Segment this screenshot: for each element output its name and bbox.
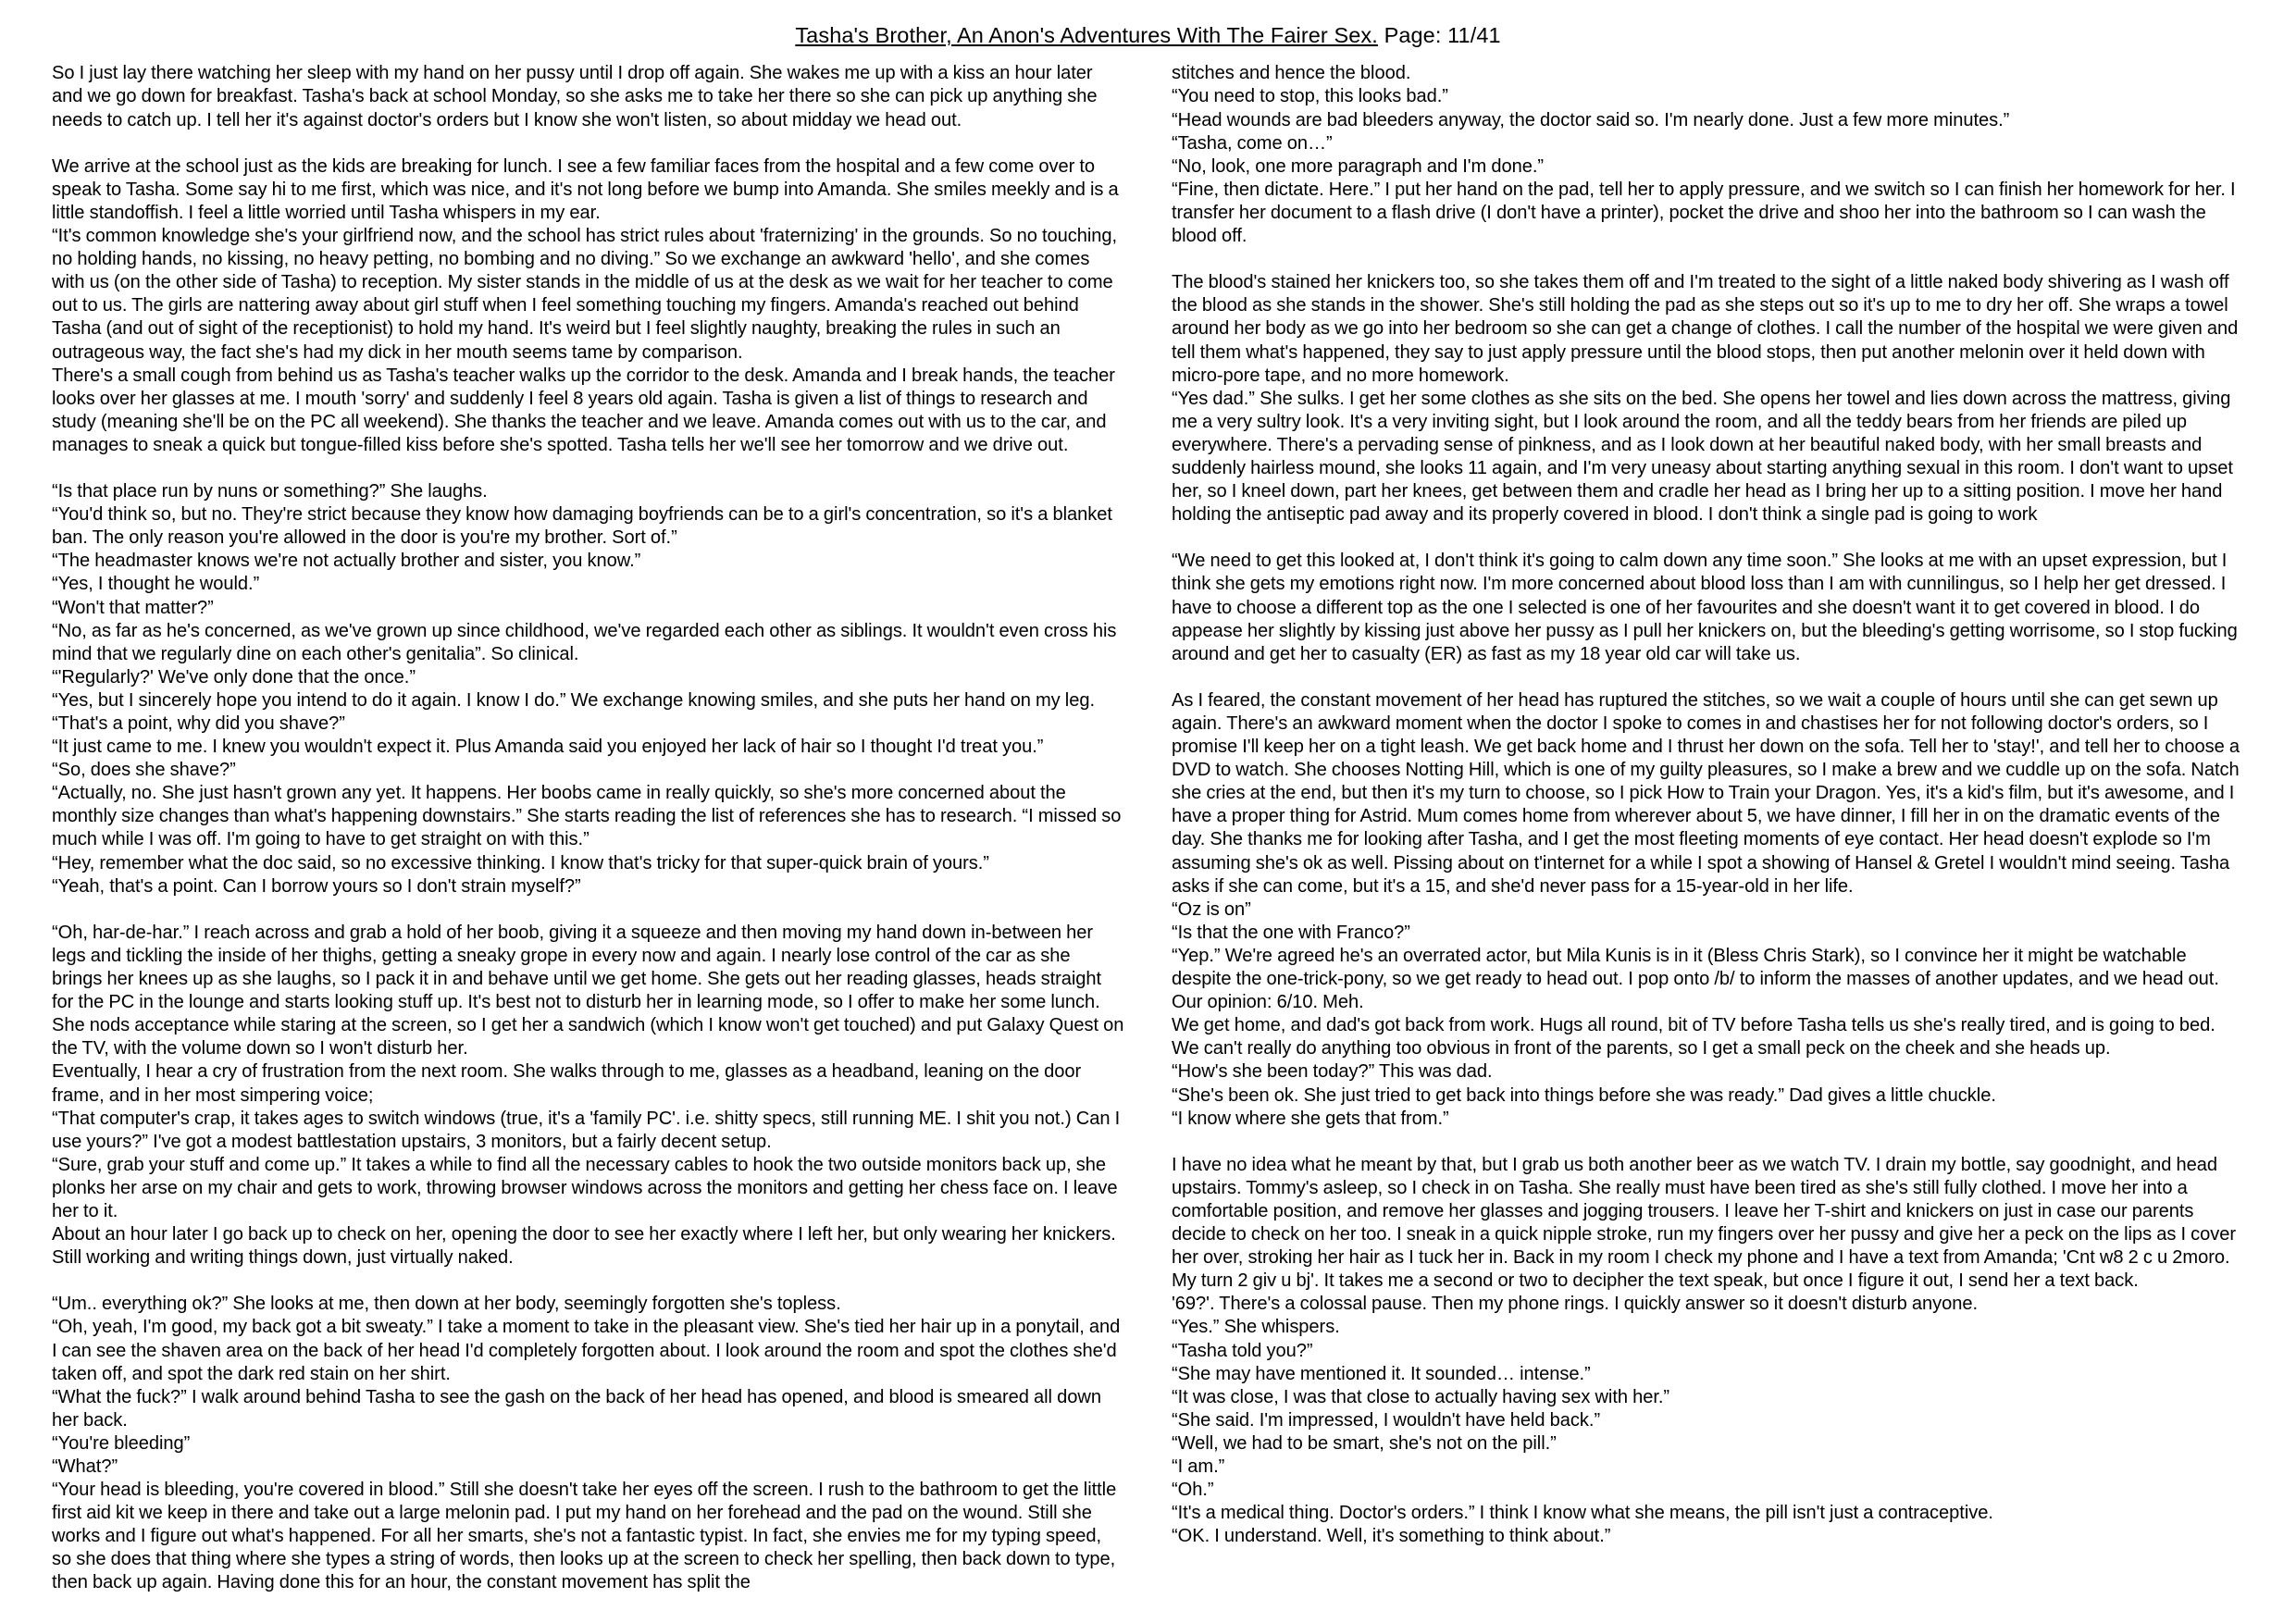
paragraph-spacer [1172, 527, 2245, 550]
body-paragraph: “Actually, no. She just hasn't grown any yet. It happens. Her boobs came in really quickly, so she's more concerned about the monthly size changes than what's happening downstairs.” She starts reading the list of references she has to research. “I missed so much while I was off. I'm going to have to get straight on with this.” [52, 783, 1122, 850]
body-paragraph: “That's a point, why did you shave?” [52, 713, 345, 734]
body-paragraph: “Yes, but I sincerely hope you intend to do it again. I know I do.” We exchange knowing smiles, and she puts her hand on my leg. [52, 689, 1095, 711]
body-paragraph: “No, look, one more paragraph and I'm done.” [1172, 155, 1545, 177]
page-header [52, 22, 2244, 49]
body-paragraph: “Oh, har-de-har.” I reach across and grab a hold of her boob, giving it a squeeze and then moving my hand down in-between her legs and tickling the inside of her thighs, getting a sneaky grope in every now and again. I nearly lose control of the car as she brings her knees up as she laughs, so I pack it in and behave until we get home. She gets out her reading glasses, heads straight for the PC in the lounge and starts looking stuff up. It's best not to disturb her in learning mode, so I offer to make her some lunch. She nods acceptance while staring at the screen, so I get her a sandwich (which I know won't get touched) and put Galaxy Quest on the TV, with the volume down so I won't disturb her. [52, 922, 1124, 1059]
text-columns [52, 62, 2244, 1594]
body-paragraph: There's a small cough from behind us as Tasha's teacher walks up the corridor to the desk. Amanda and I break hands, the teacher looks over her glasses at me. I mouth 'sorry' and suddenly I feel 8 years old again. Tasha is given a list of things to research and study (meaning she'll be on the PC all weekend). She thanks the teacher and we leave. Amanda comes out with us to the car, and manages to sneak a quick but tongue-filled kiss before she's spotted. Tasha tells her we'll see her tomorrow and we drive out. [52, 365, 1115, 455]
paragraph-spacer [52, 132, 1125, 155]
body-paragraph: “No, as far as he's concerned, as we've grown up since childhood, we've regarded each other as siblings. It wouldn't even cross his mind that we regularly dine on each other's genitalia”. So clinical. [52, 620, 1117, 664]
body-paragraph: “She may have mentioned it. It sounded… intense.” [1172, 1363, 1591, 1384]
body-paragraph: “The headmaster knows we're not actually brother and sister, you know.” [52, 551, 641, 572]
body-paragraph: “Is that the one with Franco?” [1172, 922, 1410, 943]
body-paragraph: “So, does she shave?” [52, 760, 236, 781]
right-column [1172, 62, 2245, 1548]
body-paragraph: “Fine, then dictate. Here.” I put her hand on the pad, tell her to apply pressure, and we switch so I can finish her homework for her. I transfer her document to a flash drive (I don't have a printer), pocket the drive and shoo her into the bathroom so I can wash the blood off. [1172, 179, 2236, 247]
body-paragraph: “'Regularly?' We've only done that the once.” [52, 666, 416, 688]
body-paragraph: “I know where she gets that from.” [1172, 1108, 1449, 1129]
body-paragraph: “Tasha, come on…” [1172, 132, 1333, 154]
body-paragraph: “Yes, I thought he would.” [52, 574, 260, 595]
body-paragraph: The blood's stained her knickers too, so she takes them off and I'm treated to the sight of a little naked body shivering as I wash off the blood as she stands in the shower. She's still holding the pad as she steps out so it's up to me to dry her off. She wraps a towel around her body as we go into her bedroom so she can get a change of clothes. I call the number of the hospital we were given and tell them what's happened, they say to just apply pressure until the blood stops, then put another melonin over it held down with micro-pore tape, and no more homework. [1172, 272, 2239, 386]
body-paragraph: “Um.. everything ok?” She looks at me, then down at her body, seemingly forgotten she's topless. [52, 1294, 841, 1315]
body-paragraph: “Sure, grab your stuff and come up.” It takes a while to find all the necessary cables to hook the two outside monitors back up, she plonks her arse on my chair and gets to work, throwing browser windows across the monitors and getting her chess face on. I leave her to it. [52, 1154, 1118, 1221]
body-paragraph: “Oh, yeah, I'm good, my back got a bit sweaty.” I take a moment to take in the pleasant view. She's tied her hair up in a ponytail, and I can see the shaven area on the back of her head I'd completely forgotten about. I look around the room and spot the clothes she'd taken off, and spot the dark red stain on her shirt. [52, 1317, 1121, 1384]
body-paragraph: “It's a medical thing. Doctor's orders.” I think I know what she means, the pill isn't just a contraceptive. [1172, 1503, 1993, 1524]
body-paragraph: “Well, we had to be smart, she's not on the pill.” [1172, 1432, 1557, 1454]
body-paragraph: We arrive at the school just as the kids are breaking for lunch. I see a few familiar faces from the hospital and a few come over to speak to Tasha. Some say hi to me first, which was nice, and it's not long before we bump into Amanda. She smiles meekly and is a little standoffish. I feel a little worried until Tasha whispers in my ear. [52, 155, 1119, 223]
document-title: Tasha's Brother, An Anon's Adventures With The Fairer Sex. [795, 23, 1378, 47]
body-paragraph: stitches and hence the blood. [1172, 63, 1411, 84]
body-paragraph: Our opinion: 6/10. Meh. [1172, 992, 1364, 1013]
body-paragraph: “We need to get this looked at, I don't think it's going to calm down any time soon.” She looks at me with an upset expression, but I think she gets my emotions right now. I'm more concerned about blood loss than I am with cunnilingus, so I help her get dressed. I have to choose a different top as the one I selected is one of her favourites and she doesn't want it to get covered in blood. I do appease her slightly by kissing just above her pussy as I pull her knickers on, but the bleeding's getting worrisome, so I stop fucking around and get her to casualty (ER) as fast as my 18 year old car will take us. [1172, 551, 2238, 664]
body-paragraph: “Yeah, that's a point. Can I borrow yours so I don't strain myself?” [52, 875, 581, 897]
body-paragraph: “What?” [52, 1456, 118, 1477]
body-paragraph: “She said. I'm impressed, I wouldn't have held back.” [1172, 1409, 1601, 1431]
paragraph-spacer [1172, 248, 2245, 271]
body-paragraph: “You need to stop, this looks bad.” [1172, 86, 1448, 107]
body-paragraph: We get home, and dad's got back from work. Hugs all round, bit of TV before Tasha tells us she's really tired, and is going to bed. We can't really do anything too obvious in front of the parents, so I get a small peck on the cheek and she heads up. [1172, 1015, 2215, 1059]
paragraph-spacer [52, 898, 1125, 922]
body-paragraph: '69?'. There's a colossal pause. Then my phone rings. I quickly answer so it doesn't disturb anyone. [1172, 1294, 1979, 1315]
body-paragraph: Eventually, I hear a cry of frustration from the next room. She walks through to me, glasses as a headband, leaning on the door frame, and in her most simpering voice; [52, 1061, 1082, 1106]
body-paragraph: “That computer's crap, it takes ages to switch windows (true, it's a 'family PC'. i.e. shitty specs, still running ME. I shit you not.) Can I use yours?” I've got a modest battlestation upstairs, 3 monitors, but a fairly decent setup. [52, 1108, 1121, 1152]
body-paragraph: “Is that place run by nuns or something?” She laughs. [52, 481, 488, 502]
paragraph-spacer [1172, 1131, 2245, 1154]
body-paragraph: I have no idea what he meant by that, but I grab us both another beer as we watch TV. I drain my bottle, say goodnight, and head upstairs. Tommy's asleep, so I check in on Tasha. She really must have been tired as she's still fully clothed. I move her into a comfortable position, and remove her glasses and jogging trousers. I leave her T-shirt and knickers on just in case our parents decide to check on her too. I sneak in a quick nipple stroke, run my fingers over her pussy and give her a peck on the lips as I cover her over, stroking her hair as I tuck her in. Back in my room I check my phone and I have a text from Amanda; 'Cnt w8 2 c u 2moro. My turn 2 giv u bj'. It takes me a second or two to decipher the text speak, but once I figure it out, I send her a text back. [1172, 1154, 2237, 1292]
body-paragraph: About an hour later I go back up to check on her, opening the door to see her exactly where I left her, but only wearing her knickers. Still working and writing things down, just virtually naked. [52, 1224, 1116, 1269]
body-paragraph: “You're bleeding” [52, 1432, 191, 1454]
body-paragraph: As I feared, the constant movement of her head has ruptured the stitches, so we wait a couple of hours until she can get sewn up again. There's an awkward moment when the doctor I spoke to comes in and chastises her for not following doctor's orders, so I promise I'll keep her on a tight leash. We get back home and I thrust her down on the sofa. Tell her to 'stay!', and tell her to choose a DVD to watch. She chooses Notting Hill, which is one of my guilty pleasures, so I make a brew and we cuddle up on the sofa. Natch she cries at the end, but then it's my turn to choose, so I pick How to Train your Dragon. Yes, it's a kid's film, but it's awesome, and I have a proper thing for Astrid. Mum comes home from wherever about 5, we have dinner, I fill her in on the dramatic events of the day. She thanks me for looking after Tasha, and I get the most fleeting moments of eye contact. Her head doesn't explode so I'm assuming she's ok as well. Pissing about on t'internet for a while I spot a showing of Hansel & Gretel I wouldn't mind seeing. Tasha asks if she can come, but it's a 15, and she'd never pass for a 15-year-old in her life. [1172, 689, 2240, 897]
body-paragraph: “Oz is on” [1172, 898, 1251, 920]
body-paragraph: “Your head is bleeding, you're covered in blood.” Still she doesn't take her eyes off the screen. I rush to the bathroom to get the little first aid kit we keep in there and take out a large melonin pad. I put my hand on her forehead and the pad on the wound. Still she works and I figure out what's happened. For all her smarts, she's not a fantastic typist. In fact, she envies me for my typing speed, so she does that thing where she types a string of words, then looks up at the screen to check her spelling, then back down to type, then back up again. Having done this for an hour, the constant movement has split the [52, 1480, 1117, 1593]
paragraph-spacer [1172, 666, 2245, 689]
body-paragraph: “Oh.” [1172, 1480, 1214, 1501]
body-paragraph: “Head wounds are bad bleeders anyway, the doctor said so. I'm nearly done. Just a few more minutes.” [1172, 109, 2010, 130]
body-paragraph: “How's she been today?” This was dad. [1172, 1061, 1493, 1083]
paragraph-spacer [52, 1270, 1125, 1293]
body-paragraph: “She's been ok. She just tried to get back into things before she was ready.” Dad gives a little chuckle. [1172, 1084, 1996, 1106]
body-paragraph: “I am.” [1172, 1456, 1225, 1477]
body-paragraph: “Yes dad.” She sulks. I get her some clothes as she sits on the bed. She opens her towel and lies down across the mattress, giving me a very sultry look. It's a very inviting sight, but I look around the room, and all the teddy bears from her friends are piled up everywhere. There's a pervading sense of pinkness, and as I look down at her beautiful naked body, with her small breasts and suddenly hairless mound, she looks 11 again, and I'm very uneasy about starting anything sexual in this room. I don't want to upset her, so I kneel down, part her knees, get between them and cradle her head as I bring her up to a sitting position. I move her hand holding the antiseptic pad away and its properly covered in blood. I don't think a single pad is going to work [1172, 388, 2233, 526]
body-paragraph: “Hey, remember what the doc said, so no excessive thinking. I know that's tricky for that super-quick brain of yours.” [52, 852, 989, 873]
page-number-label: Page: 11/41 [1384, 23, 1501, 47]
body-paragraph: So I just lay there watching her sleep with my hand on her pussy until I drop off again. She wakes me up with a kiss an hour later and we go down for breakfast. Tasha's back at school Monday, so she asks me to take her there so she can pick up anything she needs to catch up. I tell her it's against doctor's orders but I know she won't listen, so about midday we head out. [52, 63, 1098, 130]
page-number [1378, 23, 1384, 47]
body-paragraph: “You'd think so, but no. They're strict because they know how damaging boyfriends can be to a girl's concentration, so it's a blanket ban. The only reason you're allowed in the door is you're my brother. Sort of.” [52, 504, 1112, 549]
body-paragraph: “Yep.” We're agreed he's an overrated actor, but Mila Kunis is in it (Bless Chris Stark), so I convince her it might be watchable despite the one-trick-pony, so we get ready to head out. I pop onto /b/ to inform the masses of another updates, and we head out. [1172, 945, 2219, 990]
body-paragraph: “It was close, I was that close to actually having sex with her.” [1172, 1386, 1670, 1407]
body-paragraph: “It just came to me. I knew you wouldn't expect it. Plus Amanda said you enjoyed her lack of hair so I thought I'd treat you.” [52, 737, 1044, 758]
body-paragraph: “Won't that matter?” [52, 597, 214, 618]
body-paragraph: “Tasha told you?” [1172, 1340, 1313, 1361]
body-paragraph: “Yes.” She whispers. [1172, 1317, 1340, 1338]
body-paragraph: “It's common knowledge she's your girlfriend now, and the school has strict rules about 'fraternizing' in the grounds. So no touching, no holding hands, no kissing, no heavy petting, no bombing and no diving.” So we exchange an awkward 'hello', and she comes with us (on the other side of Tasha) to reception. My sister stands in the middle of us at the desk as we wait for her teacher to come out to us. The girls are nattering away about girl stuff when I feel something touching my fingers. Amanda's reached out behind Tasha (and out of sight of the receptionist) to hold my hand. It's weird but I feel slightly naughty, breaking the rules in such an outrageous way, the fact she's had my dick in her mouth seems tame by comparison. [52, 226, 1118, 363]
left-column [52, 62, 1125, 1594]
body-paragraph: “What the fuck?” I walk around behind Tasha to see the gash on the back of her head has opened, and blood is smeared all down her back. [52, 1386, 1101, 1431]
paragraph-spacer [52, 457, 1125, 480]
body-paragraph: “OK. I understand. Well, it's something to think about.” [1172, 1526, 1611, 1547]
